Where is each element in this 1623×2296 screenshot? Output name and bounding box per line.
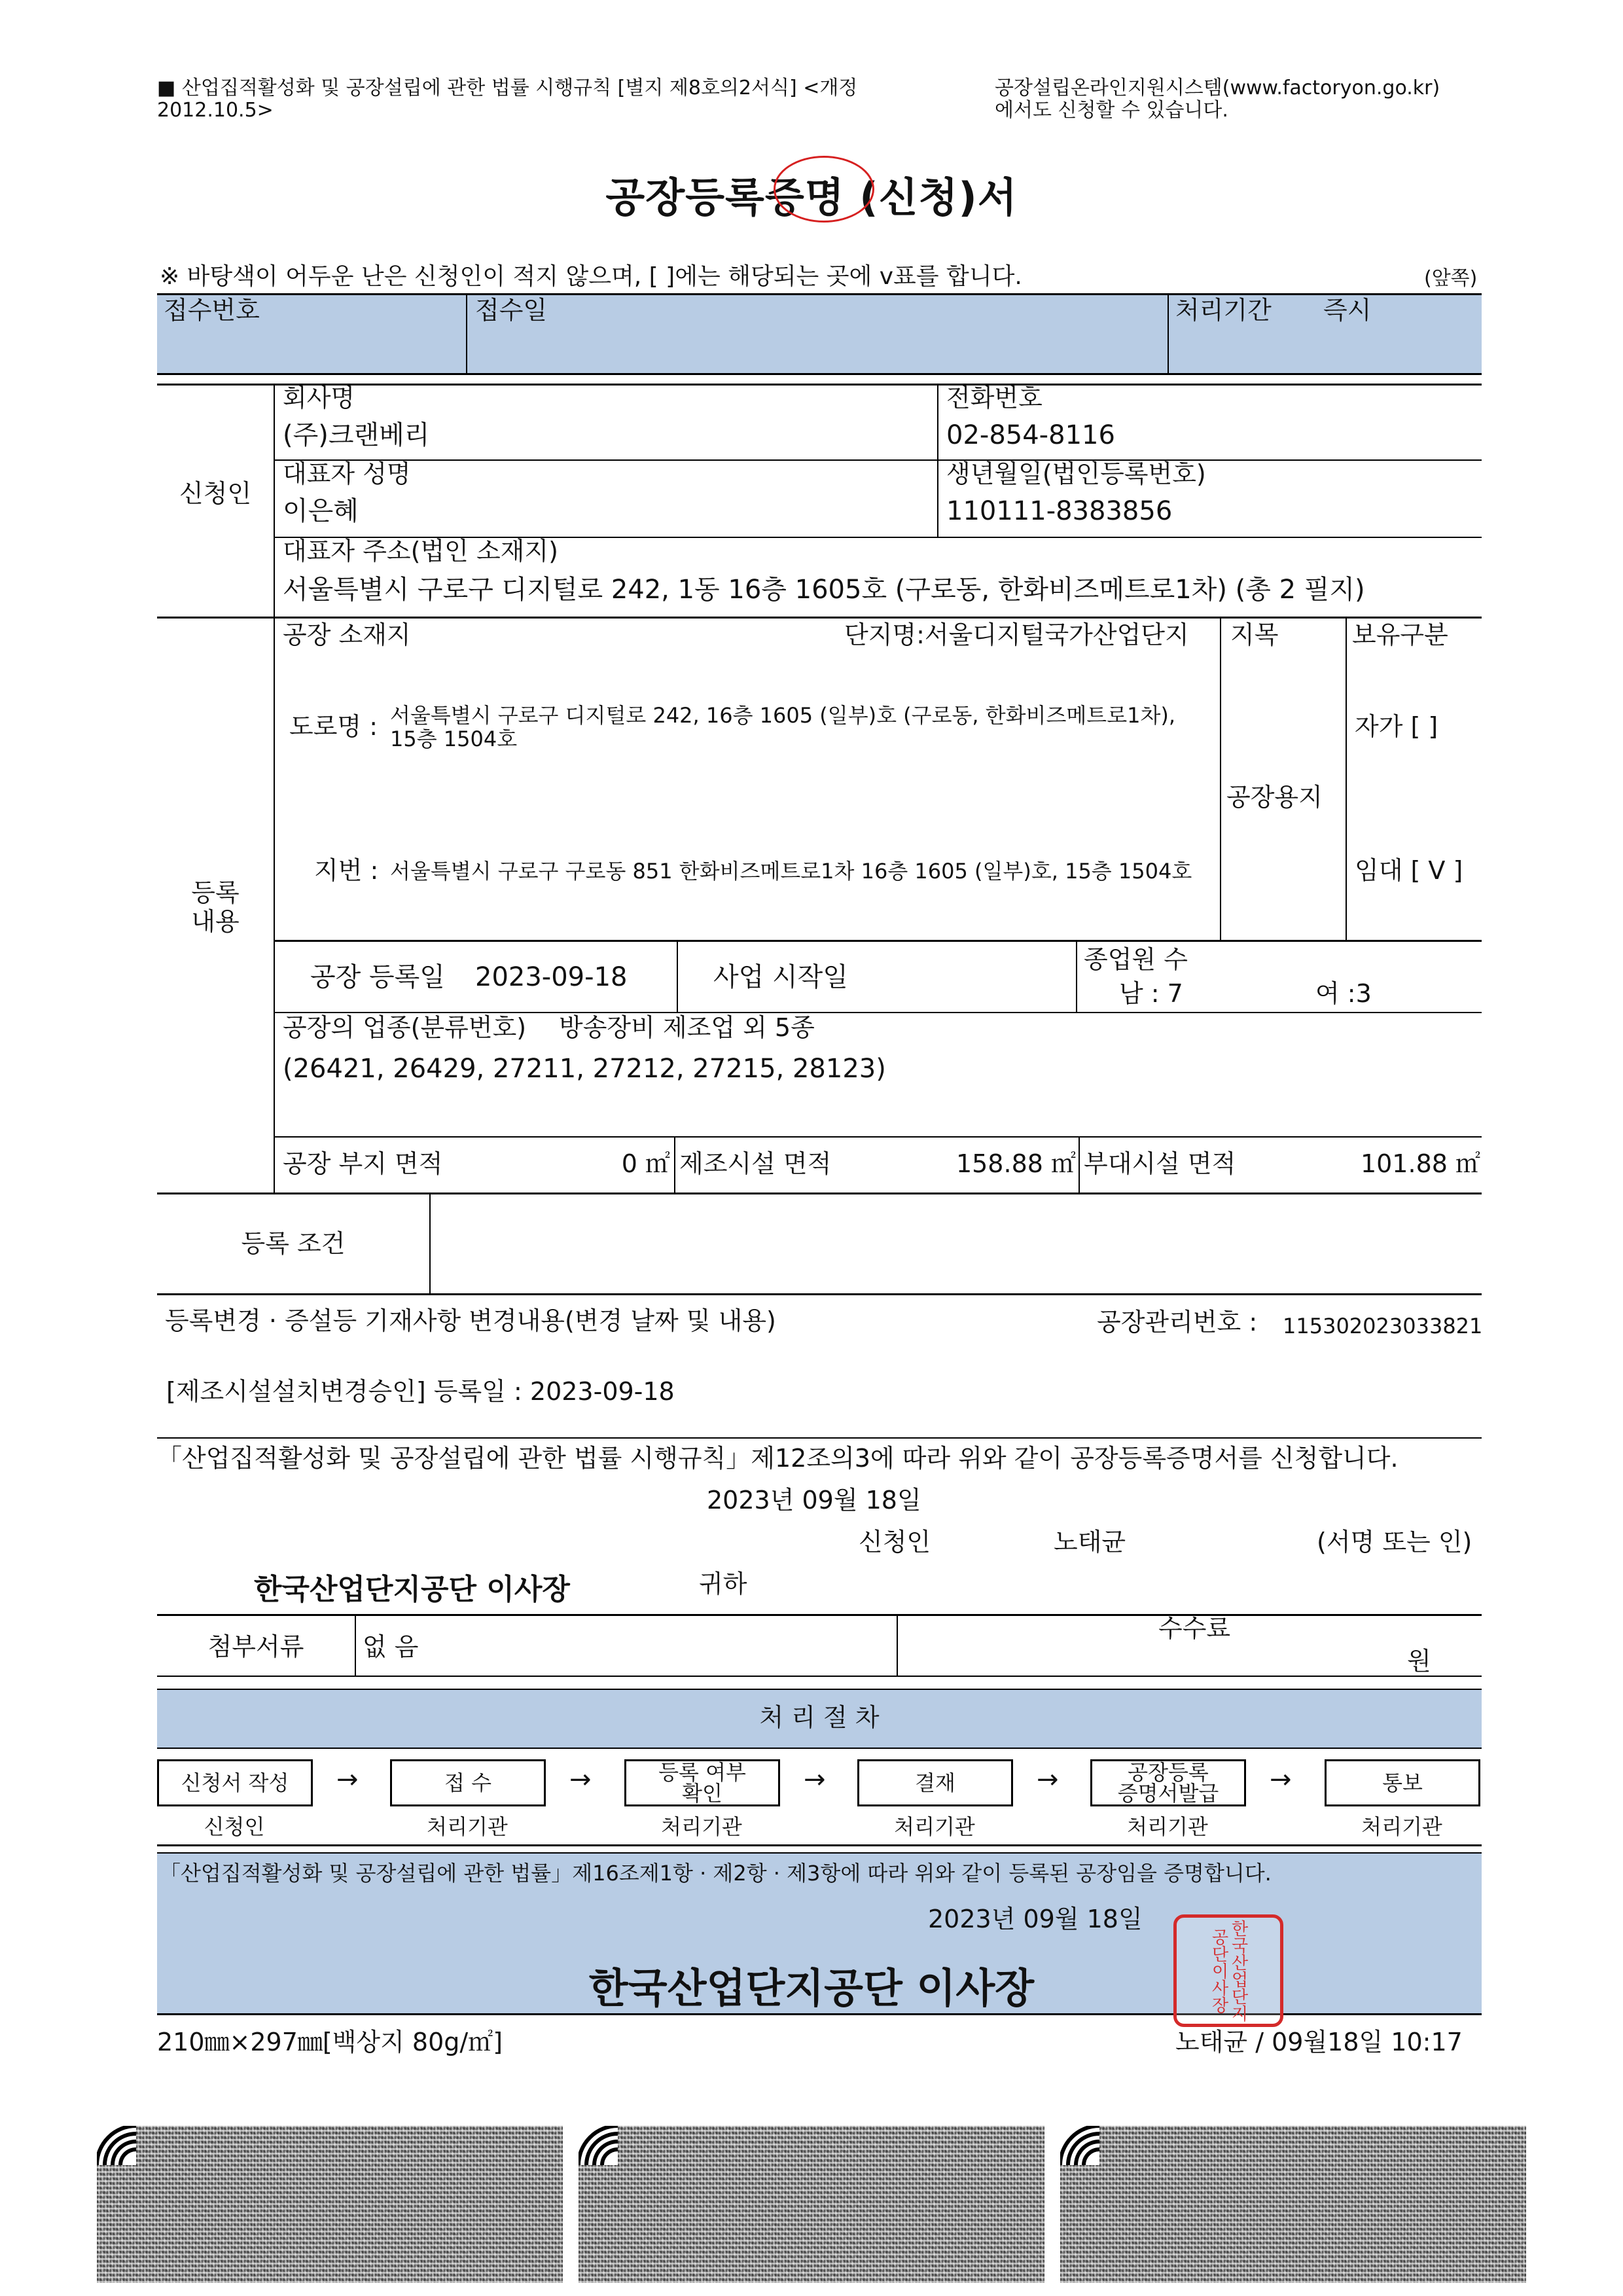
address-value: 서울특별시 구로구 디지털로 242, 1동 16층 1605호 (구로동, 한화비즈메트로1차) (총 2 필지) (283, 575, 1365, 605)
page-side-label: (앞쪽) (1424, 267, 1478, 290)
manufacturing-area-value: 158.88 ㎡ (955, 1149, 1076, 1178)
fee-label: 수수료 (1158, 1614, 1231, 1643)
applicant-name: 노태균 (1054, 1528, 1126, 1556)
road-address-value (390, 704, 1175, 751)
step-receipt-text: 접 수 (444, 1770, 491, 1795)
barcode-3 (1060, 2126, 1526, 2283)
step-application-actor: 신청인 (204, 1814, 265, 1839)
sign-or-seal-label: (서명 또는 인) (1317, 1528, 1472, 1556)
barcode-corner-mark (579, 2126, 618, 2165)
registration-label-line-2: 내용 (191, 907, 240, 936)
barcode-corner-mark (97, 2126, 136, 2165)
industry-label: 공장의 업종(분류번호) (283, 1013, 527, 1042)
management-number-label: 공장관리번호 : (1097, 1308, 1258, 1336)
step-certificate-issue-line-1: 공장등록 (1128, 1760, 1209, 1785)
form-reference-line-1: ■ 산업집적활성화 및 공장설립에 관한 법률 시행규칙 [별지 제8호의2서식] <개정 (157, 77, 858, 99)
registration-label-line-1: 등록 (191, 878, 240, 907)
receipt-date-label: 접수일 (475, 296, 548, 325)
step-registration-check (624, 1759, 780, 1806)
company-name-value: (주)크랜베리 (283, 420, 430, 450)
employees-label: 종업원 수 (1084, 945, 1188, 974)
applicant-section-label: 신청인 (179, 479, 252, 508)
ownership-label: 보유구분 (1352, 620, 1448, 649)
female-employees: 여 :3 (1315, 979, 1372, 1008)
online-notice-line-2: 에서도 신청할 수 있습니다. (995, 99, 1228, 122)
print-stamp: 노태균 / 09월18일 10:17 (1175, 2028, 1463, 2056)
factory-location-label: 공장 소재지 (283, 620, 411, 649)
recipient-honorific: 귀하 (699, 1570, 747, 1598)
manufacturing-area-label: 제조시설 면적 (679, 1149, 832, 1178)
processing-period-label: 처리기간 (1175, 296, 1272, 325)
procedure-title: 처 리 절 차 (759, 1703, 880, 1732)
barcode-1 (97, 2126, 563, 2283)
registration-date-label: 공장 등록일 (310, 962, 445, 992)
auxiliary-area-label: 부대시설 면적 (1084, 1149, 1236, 1178)
certificate-date: 2023년 09월 18일 (928, 1905, 1143, 1933)
step-approval-actor: 처리기관 (894, 1814, 975, 1839)
step-notification (1325, 1759, 1480, 1806)
industry-value: 방송장비 제조업 외 5종 (559, 1013, 815, 1042)
site-area-label: 공장 부지 면적 (283, 1149, 443, 1178)
changes-entry: [제조시설설치변경승인] 등록일 : 2023-09-18 (166, 1377, 675, 1406)
registration-conditions-label: 등록 조건 (241, 1229, 346, 1258)
registration-date-value: 2023-09-18 (475, 962, 628, 992)
arrow-icon: → (569, 1765, 592, 1795)
land-category-value: 공장용지 (1226, 783, 1323, 812)
lot-address-value: 서울특별시 구로구 구로동 851 한화비즈메트로1차 16층 1605 (일부)호, 15층 1504호 (390, 859, 1192, 884)
barcode-corner-mark (1060, 2126, 1099, 2165)
changes-label: 등록변경 · 증설등 기재사항 변경내용(변경 날짜 및 내용) (165, 1306, 776, 1335)
company-name-label: 회사명 (283, 384, 355, 412)
step-receipt (390, 1759, 546, 1806)
step-registration-check-actor: 처리기관 (661, 1814, 742, 1839)
barcode-2 (579, 2126, 1044, 2283)
land-category-label: 지목 (1230, 620, 1279, 649)
step-registration-check-line-1: 등록 여부 (658, 1760, 746, 1785)
address-label: 대표자 주소(법인 소재지) (283, 537, 558, 565)
industry-codes: (26421, 26429, 27211, 27212, 27215, 28123) (283, 1054, 886, 1084)
birth-value: 110111-8383856 (946, 496, 1173, 526)
official-seal (1173, 1914, 1283, 2027)
step-application-text: 신청서 작성 (181, 1770, 289, 1795)
fee-unit: 원 (1407, 1647, 1431, 1676)
declaration-date: 2023년 09월 18일 (707, 1486, 921, 1515)
arrow-icon: → (1037, 1765, 1059, 1795)
processing-period-value: 즉시 (1323, 296, 1372, 325)
applicant-label: 신청인 (859, 1528, 931, 1556)
road-address-line-2: 15층 1504호 (390, 726, 518, 751)
step-approval (857, 1759, 1013, 1806)
form-reference-line-2: 2012.10.5> (157, 99, 274, 122)
form-reference (157, 77, 857, 122)
representative-value: 이은혜 (283, 496, 359, 526)
road-address-label: 도로명 : (289, 712, 378, 741)
shading-notice: ※ 바탕색이 어두운 난은 신청인이 적지 않으며, [ ]에는 해당되는 곳에 v표를 합니다. (160, 263, 1022, 290)
phone-value: 02-854-8116 (946, 420, 1115, 450)
road-address-line-1: 서울특별시 구로구 디지털로 242, 16층 1605 (일부)호 (구로동, 한화비즈메트로1차), (390, 703, 1176, 728)
ownership-lease-option: 임대 [ V ] (1355, 856, 1463, 885)
certificate-text: 「산업집적활성화 및 공장설립에 관한 법률」제16조제1항 · 제2항 · 제3항에 따라 위와 같이 등록된 공장임을 증명합니다. (160, 1861, 1272, 1886)
arrow-icon: → (804, 1765, 826, 1795)
paper-spec: 210㎜×297㎜[백상지 80g/㎡] (157, 2028, 503, 2056)
arrow-icon: → (336, 1765, 359, 1795)
site-area-value: 0 ㎡ (621, 1149, 670, 1178)
online-notice-line-1: 공장설립온라인지원시스템(www.factoryon.go.kr) (995, 77, 1440, 99)
attachments-label: 첨부서류 (207, 1632, 304, 1661)
step-notification-text: 통보 (1382, 1770, 1423, 1795)
step-notification-actor: 처리기관 (1361, 1814, 1442, 1839)
complex-name-label: 단지명:서울디지털국가산업단지 (844, 620, 1189, 649)
receipt-row (157, 293, 1482, 374)
step-approval-text: 결재 (915, 1770, 955, 1795)
step-certificate-issue (1090, 1759, 1246, 1806)
birth-label: 생년월일(법인등록번호) (946, 459, 1206, 488)
male-employees: 남 : 7 (1119, 979, 1183, 1008)
management-number-value: 115302023033821 (1283, 1314, 1483, 1338)
official-seal-text: 한국산업단지공단이사장 (1209, 1920, 1248, 2022)
step-registration-check-line-2: 확인 (682, 1781, 722, 1806)
business-start-label: 사업 시작일 (713, 962, 848, 992)
recipient-name: 한국산업단지공단 이사장 (254, 1573, 570, 1606)
step-certificate-issue-line-2: 증명서발급 (1117, 1781, 1219, 1806)
arrow-icon: → (1270, 1765, 1292, 1795)
lot-address-label: 지번 : (314, 856, 379, 885)
online-notice (995, 77, 1440, 122)
registration-section-label (157, 878, 274, 936)
certificate-issuer: 한국산업단지공단 이사장 (588, 1964, 1035, 2012)
title-circle-mark (774, 156, 874, 223)
auxiliary-area-value: 101.88 ㎡ (1360, 1149, 1480, 1178)
representative-label: 대표자 성명 (283, 459, 411, 488)
step-application (157, 1759, 313, 1806)
attachments-value: 없 음 (363, 1632, 419, 1661)
document-title: 공장등록증명 (신청)서 (605, 173, 1018, 221)
phone-label: 전화번호 (946, 384, 1043, 412)
receipt-number-label: 접수번호 (164, 296, 260, 325)
declaration-text: 「산업집적활성화 및 공장설립에 관한 법률 시행규칙」제12조의3에 따라 위와 같이 공장등록증명서를 신청합니다. (157, 1444, 1399, 1473)
step-receipt-actor: 처리기관 (427, 1814, 508, 1839)
step-certificate-issue-actor: 처리기관 (1127, 1814, 1208, 1839)
ownership-own-option: 자가 [ ] (1355, 712, 1438, 741)
